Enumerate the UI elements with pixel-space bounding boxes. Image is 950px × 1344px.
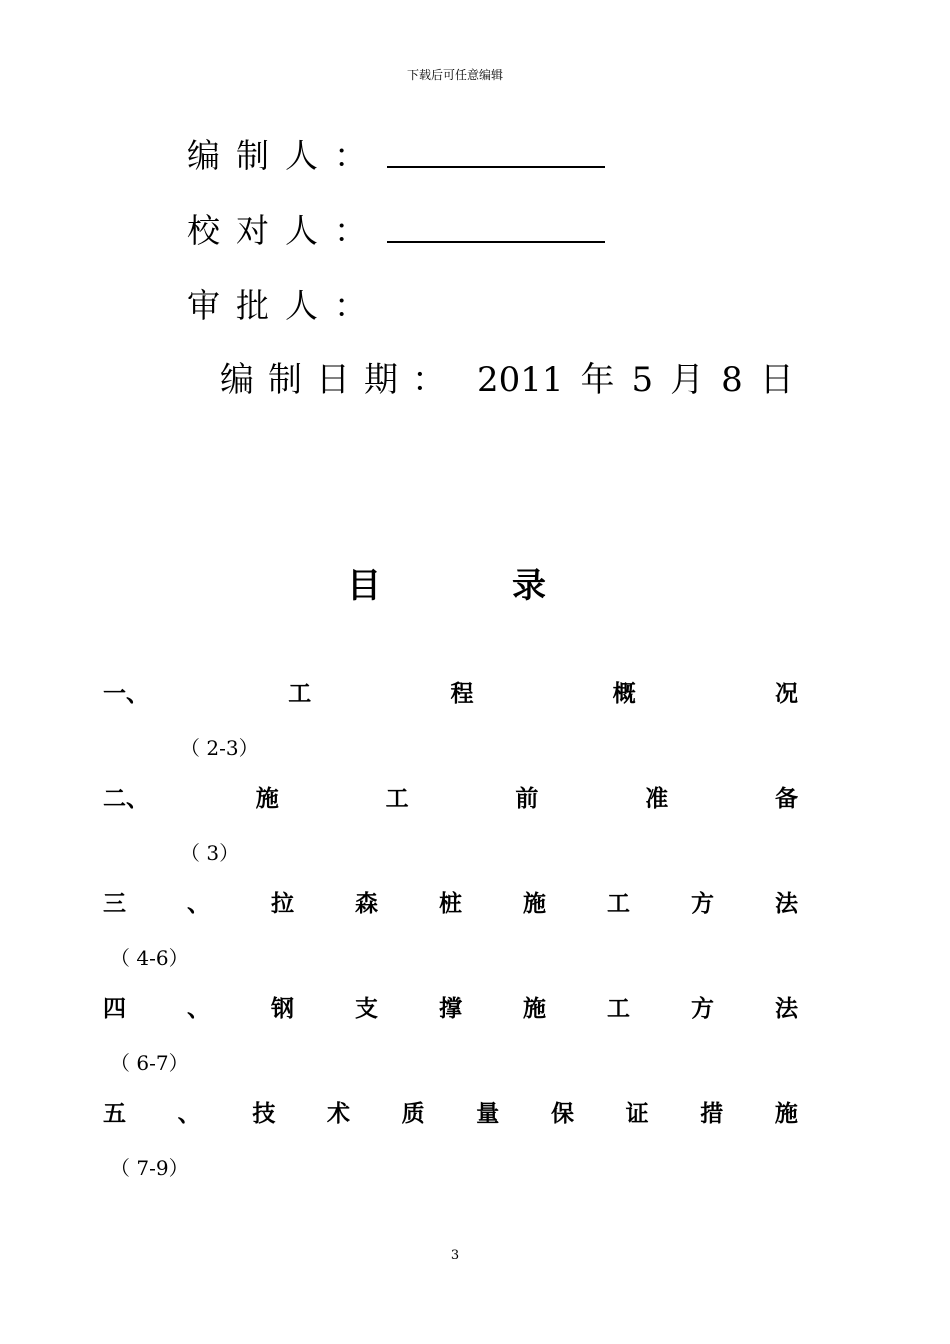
toc-title-left: 目: [347, 566, 381, 606]
date-month-unit: 月: [670, 360, 705, 400]
toc-item-char: 法: [775, 890, 798, 917]
toc-item-char: 施: [523, 995, 546, 1022]
toc-item-char: 况: [775, 680, 798, 707]
toc-item-char: 五: [103, 1100, 126, 1127]
date-label: 编制日期：: [220, 360, 460, 400]
proofreader-signature-line: [387, 241, 605, 243]
toc-item-char: 证: [625, 1100, 649, 1127]
toc-item-char: 四: [103, 995, 126, 1022]
toc-item-pages: （ 2-3）: [180, 736, 259, 760]
toc-item-char: 准: [645, 785, 669, 812]
toc-item-char: 、: [177, 1100, 201, 1127]
toc-item-char: 支: [355, 995, 378, 1022]
toc-item-char: 措: [700, 1100, 724, 1127]
toc-item[interactable]: [103, 885, 798, 918]
toc-item-char: 量: [476, 1100, 500, 1127]
page-number: 3: [450, 1248, 460, 1263]
proofreader-label: 校对人：: [187, 211, 383, 250]
toc-item-char: 程: [450, 680, 474, 707]
toc-item-char: 工: [607, 890, 630, 917]
toc-title-right: 录: [512, 566, 546, 606]
toc-item-char: 拉: [271, 890, 294, 917]
toc-item-char: 二、: [103, 785, 149, 812]
toc-item-char: 钢: [271, 995, 294, 1022]
toc-item-char: 森: [355, 890, 378, 917]
toc-item-char: 工: [288, 680, 312, 707]
toc-item-char: 保: [550, 1100, 574, 1127]
toc-item-char: 施: [774, 1100, 798, 1127]
toc-item-char: 工: [607, 995, 630, 1022]
toc-item[interactable]: [103, 1095, 798, 1128]
date-month: 5: [631, 360, 654, 400]
toc-item[interactable]: [103, 990, 798, 1023]
date-day: 8: [721, 360, 743, 400]
compiler-label: 编制人：: [187, 136, 383, 175]
toc-item-pages: （ 7-9）: [110, 1156, 189, 1180]
toc-item[interactable]: [103, 675, 798, 708]
date-year-unit: 年: [580, 360, 615, 400]
toc-item-char: 撑: [439, 995, 462, 1022]
toc-item-char: 三: [103, 890, 126, 917]
toc-item-pages: （ 3）: [180, 841, 240, 865]
compile-date: [220, 352, 811, 401]
toc-item-char: 术: [326, 1100, 350, 1127]
toc-title: [0, 558, 950, 606]
toc-item-char: 质: [401, 1100, 425, 1127]
toc-item-char: 、: [187, 995, 210, 1022]
toc-item-char: 一、: [103, 680, 149, 707]
compiler-signature-line: [387, 166, 605, 168]
toc-item-pages: （ 6-7）: [110, 1051, 189, 1075]
toc-item-char: 桩: [439, 890, 462, 917]
toc-item-char: 施: [523, 890, 546, 917]
toc-item[interactable]: [103, 780, 798, 813]
toc-item-char: 技: [252, 1100, 276, 1127]
toc-item-char: 施: [255, 785, 279, 812]
page-header: 下载后可任意编辑: [406, 68, 503, 82]
toc-item-char: 前: [515, 785, 539, 812]
date-year: 2011: [477, 360, 564, 400]
toc-item-char: 方: [691, 995, 714, 1022]
toc-item-char: 方: [691, 890, 714, 917]
toc-item-char: 备: [774, 785, 798, 812]
toc-item-pages: （ 4-6）: [110, 946, 189, 970]
toc-item-char: 概: [612, 680, 636, 707]
approver-label: 审批人：: [187, 286, 383, 325]
toc-item-char: 工: [385, 785, 409, 812]
date-day-unit: 日: [759, 360, 794, 400]
toc-item-char: 法: [775, 995, 798, 1022]
toc-item-char: 、: [187, 890, 210, 917]
